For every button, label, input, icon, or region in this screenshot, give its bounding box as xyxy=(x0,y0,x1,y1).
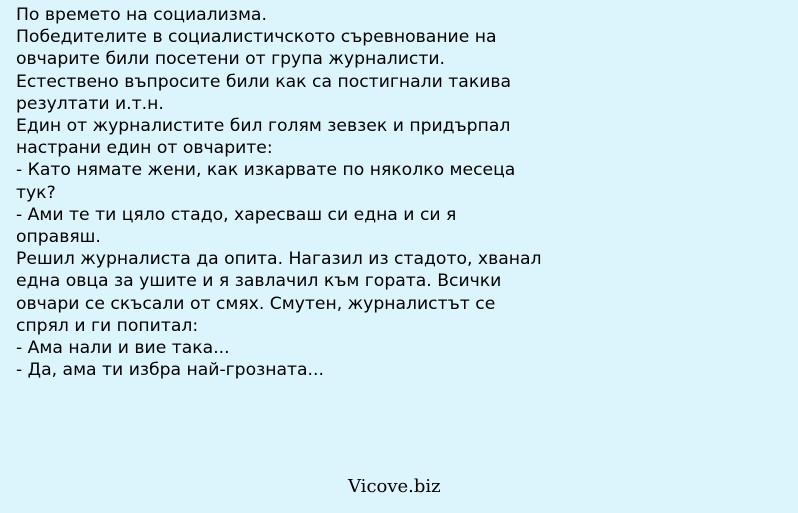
joke-line: - Да, ама ти избра най-грозната... xyxy=(16,360,324,381)
joke-line: Един от журналистите бил голям зевзек и придърпал xyxy=(16,116,511,137)
joke-line: резултати и.т.н. xyxy=(16,93,164,114)
joke-line: една овца за ушите и я завлачил към гората. Всички xyxy=(16,271,502,292)
joke-line: овчари се скъсали от смях. Смутен, журналистът се xyxy=(16,293,496,314)
joke-line: спрял и ги попитал: xyxy=(16,315,199,336)
joke-line: оправяш. xyxy=(16,227,101,248)
joke-line: Победителите в социалистичското съревнование на xyxy=(16,27,497,48)
joke-line: тук? xyxy=(16,182,56,203)
joke-line: Естествено въпросите били как са постигнали такива xyxy=(16,71,512,92)
site-watermark: Vicove.biz xyxy=(348,476,441,497)
joke-line: Решил журналиста да опита. Нагазил из стадото, хванал xyxy=(16,249,542,270)
joke-line: - Като нямате жени, как изкарвате по няколко месеца xyxy=(16,160,516,181)
joke-line: - Ами те ти цяло стадо, харесваш си една и си я xyxy=(16,204,457,225)
joke-text xyxy=(16,4,786,381)
joke-line: настрани един от овчарите: xyxy=(16,138,273,159)
joke-line: По времето на социализма. xyxy=(16,5,267,25)
joke-line: - Ама нали и вие така... xyxy=(16,338,230,359)
joke-line: овчарите били посетени от група журналисти. xyxy=(16,49,446,70)
